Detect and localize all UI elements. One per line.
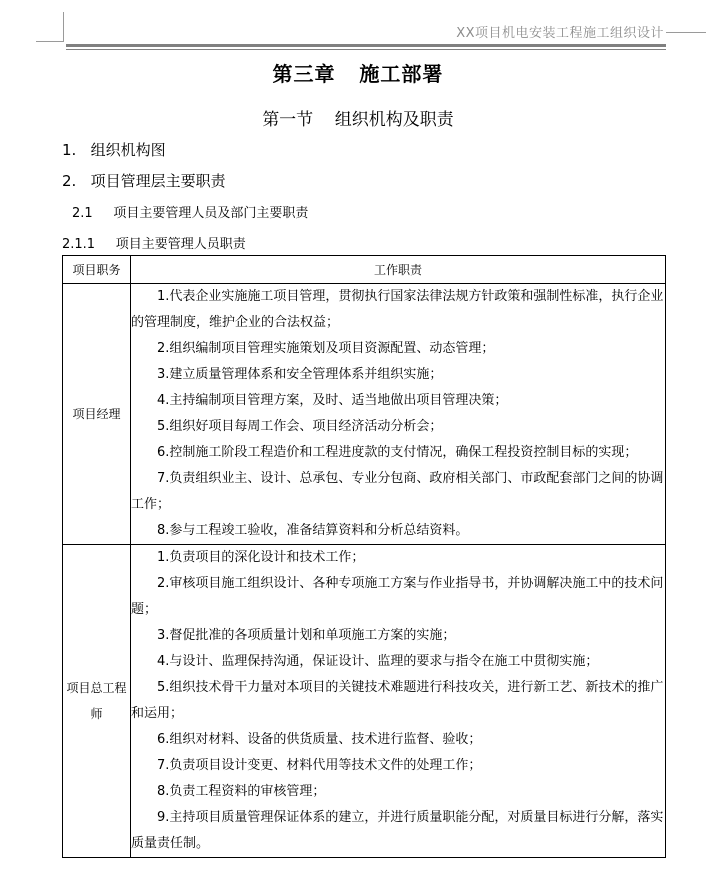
crop-mark-vertical (63, 12, 64, 42)
duty-item: 2.组织编制项目管理实施策划及项目资源配置、动态管理； (157, 341, 495, 356)
duties-cell-chief-engineer (131, 545, 666, 858)
duty-item: 9.主持项目质量管理保证体系的建立，并进行质量职能分配，对质量目标进行分解，落实质量责任制。 (131, 810, 664, 851)
duty-item: 4.与设计、监理保持沟通，保证设计、监理的要求与指令在施工中贯彻实施； (157, 654, 599, 669)
header-rule-thick (66, 44, 666, 47)
duty-item: 2.审核项目施工组织设计、各种专项施工方案与作业指导书，并协调解决施工中的技术问题； (131, 576, 664, 617)
duty-item: 8.参与工程竣工验收，准备结算资料和分析总结资料。 (157, 523, 469, 538)
duty-item: 5.组织好项目每周工作会、项目经济活动分析会； (157, 419, 443, 434)
duty-item: 5.组织技术骨干力量对本项目的关键技术难题进行科技攻关，进行新工艺、新技术的推广和运用； (131, 680, 664, 721)
duty-table (62, 255, 666, 858)
table-row (63, 545, 666, 858)
header-cell-position: 项目职务 (63, 256, 131, 284)
duty-item: 3.督促批准的各项质量计划和单项施工方案的实施； (157, 628, 456, 643)
section-title: 第一节 组织机构及职责 (262, 110, 454, 130)
duty-item: 6.组织对材料、设备的供货质量、技术进行监督、验收； (157, 732, 482, 747)
header-cell-duties: 工作职责 (131, 256, 666, 284)
crop-mark-horizontal (36, 41, 64, 42)
header-underline (666, 32, 706, 33)
header-rule-thin (66, 49, 666, 50)
table-row (63, 284, 666, 545)
heading-personnel-department-duties: 2.1 项目主要管理人员及部门主要职责 (72, 206, 309, 221)
duty-item: 7.负责组织业主、设计、总承包、专业分包商、政府相关部门、市政配套部门之间的协调工作； (131, 471, 664, 512)
duty-item: 6.控制施工阶段工程造价和工程进度款的支付情况，确保工程投资控制目标的实现； (157, 445, 638, 460)
duty-item: 8.负责工程资料的审核管理； (157, 784, 326, 799)
table-header-row (63, 256, 666, 284)
heading-personnel-duties: 2.1.1 项目主要管理人员职责 (62, 237, 246, 252)
role-cell-project-manager: 项目经理 (63, 284, 131, 545)
duty-item: 1.代表企业实施施工项目管理，贯彻执行国家法律法规方针政策和强制性标准，执行企业的管理制度，维护企业的合法权益； (131, 289, 664, 330)
heading-management-duties: 2. 项目管理层主要职责 (62, 172, 226, 190)
chapter-title: 第三章 施工部署 (272, 62, 444, 86)
duty-item: 7.负责项目设计变更、材料代用等技术文件的处理工作； (157, 758, 482, 773)
duty-item: 3.建立质量管理体系和安全管理体系并组织实施； (157, 367, 443, 382)
role-cell-chief-engineer: 项目总工程师 (63, 545, 131, 858)
page-header-title: XX项目机电安装工程施工组织设计 (456, 26, 664, 41)
duty-item: 4.主持编制项目管理方案，及时、适当地做出项目管理决策； (157, 393, 508, 408)
heading-org-chart: 1. 组织机构图 (62, 141, 166, 159)
duties-cell-project-manager (131, 284, 666, 545)
duty-item: 1.负责项目的深化设计和技术工作； (157, 550, 365, 565)
